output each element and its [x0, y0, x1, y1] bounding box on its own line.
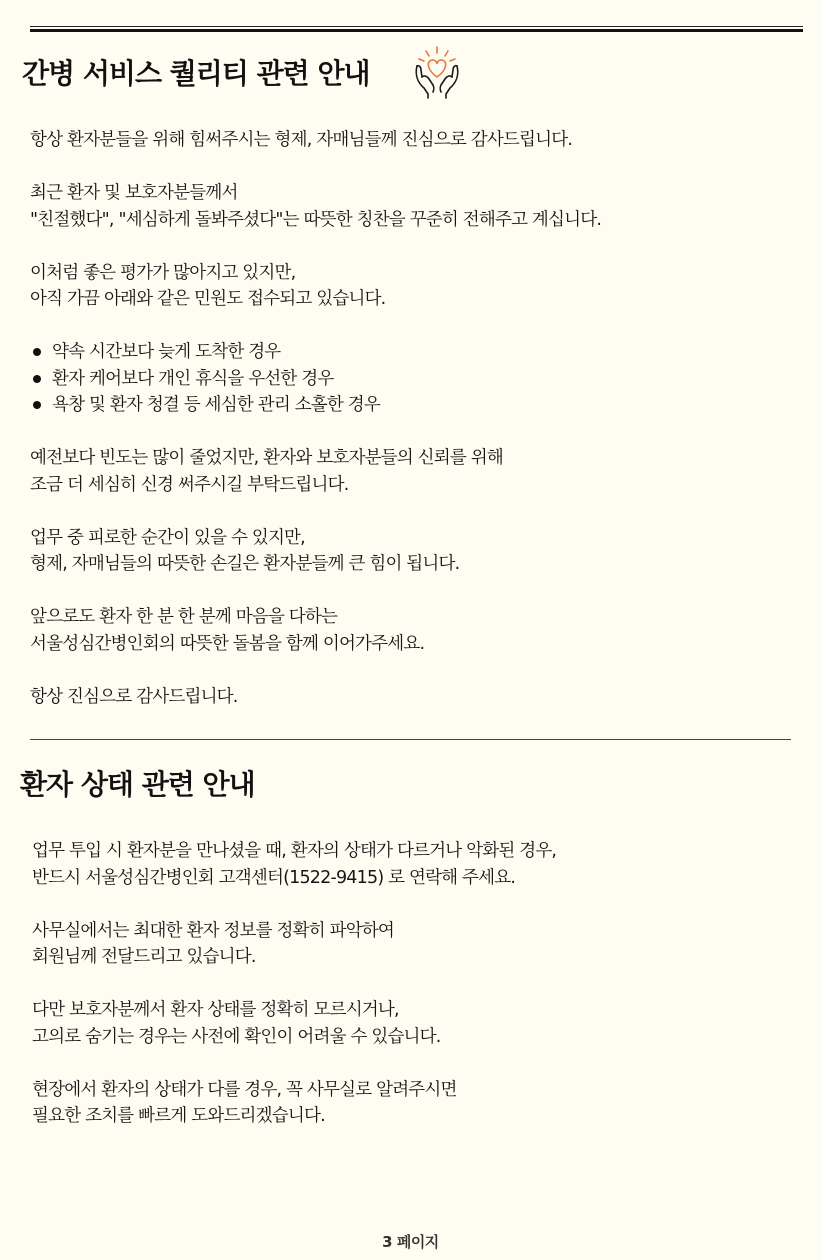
- text-line: 반드시 서울성심간병인회 고객센터(1522-9415) 로 연락해 주세요.: [32, 867, 516, 888]
- section1-body: [30, 127, 601, 737]
- paragraph: [32, 997, 556, 1050]
- paragraph: [30, 127, 601, 154]
- paragraph: [30, 684, 601, 711]
- paragraph: [30, 604, 601, 657]
- paragraph: [32, 838, 556, 891]
- list-item: 환자 케어보다 개인 휴식을 우선한 경우: [30, 366, 601, 393]
- text-line: 이처럼 좋은 평가가 많아지고 있지만,: [30, 262, 296, 283]
- text-line: 예전보다 빈도는 많이 줄었지만, 환자와 보호자분들의 신뢰를 위해: [30, 448, 503, 468]
- text-line: 업무 투입 시 환자분을 만나셨을 때, 환자의 상태가 다르거나 악화된 경우,: [32, 841, 557, 861]
- text-line: "친절했다", "세심하게 돌봐주셨다"는 따뜻한 칭찬을 꾸준히 전해주고 계십니다.: [30, 209, 602, 230]
- page-number: 3 페이지: [382, 1233, 439, 1251]
- text-line: 다만 보호자분께서 환자 상태를 정확히 모르시거나,: [32, 1000, 399, 1020]
- text-line: 사무실에서는 최대한 환자 정보를 정확히 파악하여: [32, 920, 395, 941]
- paragraph: [32, 1077, 556, 1130]
- text-line: 업무 중 피로한 순간이 있을 수 있지만,: [30, 527, 305, 548]
- text-line: 아직 가끔 아래와 같은 민원도 접수되고 있습니다.: [30, 289, 386, 309]
- text-line: 형제, 자매님들의 따뜻한 손길은 환자분들께 큰 힘이 됩니다.: [30, 554, 460, 574]
- text-line: 회원님께 전달드리고 있습니다.: [32, 947, 256, 967]
- section-divider: [30, 739, 791, 740]
- paragraph: [32, 918, 556, 971]
- paragraph: [30, 180, 601, 233]
- text-line: 항상 환자분들을 위해 힘써주시는 형제, 자매님들께 진심으로 감사드립니다.: [30, 130, 573, 150]
- list-item: 욕창 및 환자 청결 등 세심한 관리 소홀한 경우: [30, 392, 601, 419]
- text-line: 앞으로도 환자 한 분 한 분께 마음을 다하는: [30, 607, 338, 627]
- text-line: 현장에서 환자의 상태가 다를 경우, 꼭 사무실로 알려주시면: [32, 1079, 457, 1100]
- section-title-service-quality: 간병 서비스 퀄리티 관련 안내: [22, 57, 370, 90]
- paragraph: [30, 525, 601, 578]
- text-line: 조금 더 세심히 신경 써주시길 부탁드립니다.: [30, 474, 349, 495]
- text-line: 서울성심간병인회의 따뜻한 돌봄을 함께 이어가주세요.: [30, 633, 425, 654]
- paragraph: [30, 445, 601, 498]
- top-double-rule: [30, 26, 803, 32]
- text-line: 항상 진심으로 감사드립니다.: [30, 686, 238, 707]
- complaint-list: [30, 339, 601, 419]
- list-item: 약속 시간보다 늦게 도착한 경우: [30, 339, 601, 366]
- paragraph: [30, 260, 601, 313]
- section2-body: [32, 838, 556, 1156]
- section-title-patient-status: 환자 상태 관련 안내: [20, 768, 255, 801]
- hands-holding-heart-icon: [412, 44, 462, 100]
- text-line: 최근 환자 및 보호자분들께서: [30, 183, 238, 203]
- text-line: 필요한 조치를 빠르게 도와드리겠습니다.: [32, 1106, 325, 1126]
- text-line: 고의로 숨기는 경우는 사전에 확인이 어려울 수 있습니다.: [32, 1026, 441, 1047]
